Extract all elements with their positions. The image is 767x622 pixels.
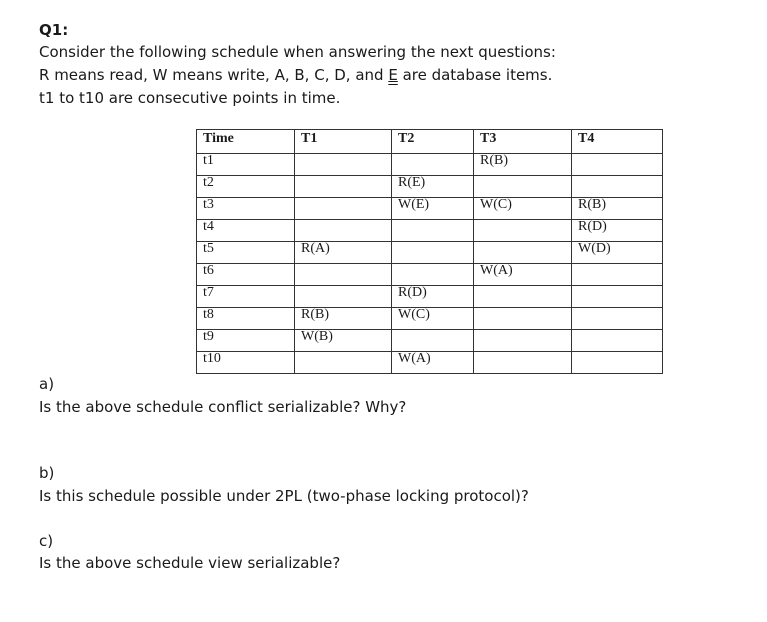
operation-cell-t4: [572, 220, 663, 242]
header-t3: T3: [474, 130, 572, 154]
intro-line-2-start: R means read, W means write, A, B, C, D, and: [39, 66, 389, 84]
operation-cell-t1: [295, 330, 392, 352]
operation-cell-t2: [392, 154, 474, 176]
operation-label: W(D): [578, 241, 611, 256]
intro-item-e: E: [388, 66, 398, 84]
part-a-label: a): [39, 375, 55, 393]
operation-cell-t2: [392, 330, 474, 352]
operation-label: R(B): [301, 307, 329, 322]
operation-label: R(D): [578, 219, 607, 234]
operation-cell-t3: [474, 176, 572, 198]
time-cell: t3: [197, 198, 295, 220]
table-row: [197, 330, 663, 352]
part-b-label: b): [39, 464, 55, 482]
time-cell: t10: [197, 352, 295, 374]
question-heading: Q1:: [39, 21, 69, 39]
operation-cell-t2: [392, 308, 474, 330]
intro-line-1: Consider the following schedule when answering the next questions:: [39, 43, 556, 61]
table-row: [197, 352, 663, 374]
operation-cell-t2: [392, 176, 474, 198]
time-cell: t1: [197, 154, 295, 176]
operation-label: R(E): [398, 175, 426, 190]
operation-cell-t1: [295, 176, 392, 198]
operation-cell-t2: [392, 220, 474, 242]
operation-cell-t4: [572, 308, 663, 330]
table-row: [197, 308, 663, 330]
operation-label: W(C): [398, 307, 430, 322]
operation-cell-t3: [474, 220, 572, 242]
time-cell: t7: [197, 286, 295, 308]
time-cell: t2: [197, 176, 295, 198]
time-cell: t4: [197, 220, 295, 242]
table-row: [197, 220, 663, 242]
operation-cell-t1: [295, 154, 392, 176]
operation-cell-t3: [474, 242, 572, 264]
operation-cell-t2: [392, 352, 474, 374]
operation-label: R(B): [578, 197, 606, 212]
operation-cell-t1: [295, 198, 392, 220]
operation-cell-t4: [572, 264, 663, 286]
table-row: [197, 264, 663, 286]
operation-cell-t4: [572, 198, 663, 220]
time-cell: t8: [197, 308, 295, 330]
operation-cell-t4: [572, 352, 663, 374]
operation-cell-t1: [295, 220, 392, 242]
table-row: [197, 176, 663, 198]
part-a-question: Is the above schedule conflict serializable? Why?: [39, 398, 407, 416]
operation-cell-t1: [295, 242, 392, 264]
part-c-question: Is the above schedule view serializable?: [39, 554, 341, 572]
operation-cell-t3: [474, 352, 572, 374]
operation-cell-t2: [392, 198, 474, 220]
operation-label: R(A): [301, 241, 330, 256]
operation-label: R(D): [398, 285, 427, 300]
intro-line-2: [39, 65, 552, 85]
operation-label: W(B): [301, 329, 333, 344]
operation-cell-t1: [295, 352, 392, 374]
schedule-body: [197, 154, 663, 374]
time-cell: t5: [197, 242, 295, 264]
operation-label: R(B): [480, 153, 508, 168]
header-t4: T4: [572, 130, 663, 154]
table-row: [197, 154, 663, 176]
operation-cell-t2: [392, 242, 474, 264]
time-cell: t9: [197, 330, 295, 352]
operation-label: W(A): [480, 263, 513, 278]
operation-label: W(A): [398, 351, 431, 366]
part-c-label: c): [39, 532, 54, 550]
operation-cell-t3: [474, 264, 572, 286]
operation-cell-t3: [474, 330, 572, 352]
intro-line-2-end: are database items.: [397, 66, 553, 84]
operation-cell-t3: [474, 198, 572, 220]
operation-cell-t4: [572, 176, 663, 198]
header-t2: T2: [392, 130, 474, 154]
table-row: [197, 242, 663, 264]
part-b-question: Is this schedule possible under 2PL (two-phase locking protocol)?: [39, 487, 529, 505]
operation-cell-t4: [572, 154, 663, 176]
operation-cell-t1: [295, 286, 392, 308]
operation-cell-t2: [392, 286, 474, 308]
operation-cell-t3: [474, 154, 572, 176]
table-row: [197, 286, 663, 308]
operation-cell-t4: [572, 242, 663, 264]
operation-cell-t3: [474, 308, 572, 330]
intro-line-3: t1 to t10 are consecutive points in time.: [39, 89, 341, 107]
operation-cell-t2: [392, 264, 474, 286]
operation-cell-t1: [295, 308, 392, 330]
table-row: [197, 198, 663, 220]
schedule-table: [196, 129, 663, 374]
time-cell: t6: [197, 264, 295, 286]
operation-cell-t4: [572, 286, 663, 308]
operation-cell-t3: [474, 286, 572, 308]
operation-cell-t1: [295, 264, 392, 286]
operation-label: W(C): [480, 197, 512, 212]
operation-cell-t4: [572, 330, 663, 352]
operation-label: W(E): [398, 197, 430, 212]
header-t1: T1: [295, 130, 392, 154]
header-time: Time: [197, 130, 295, 154]
schedule-header-row: [197, 130, 663, 154]
